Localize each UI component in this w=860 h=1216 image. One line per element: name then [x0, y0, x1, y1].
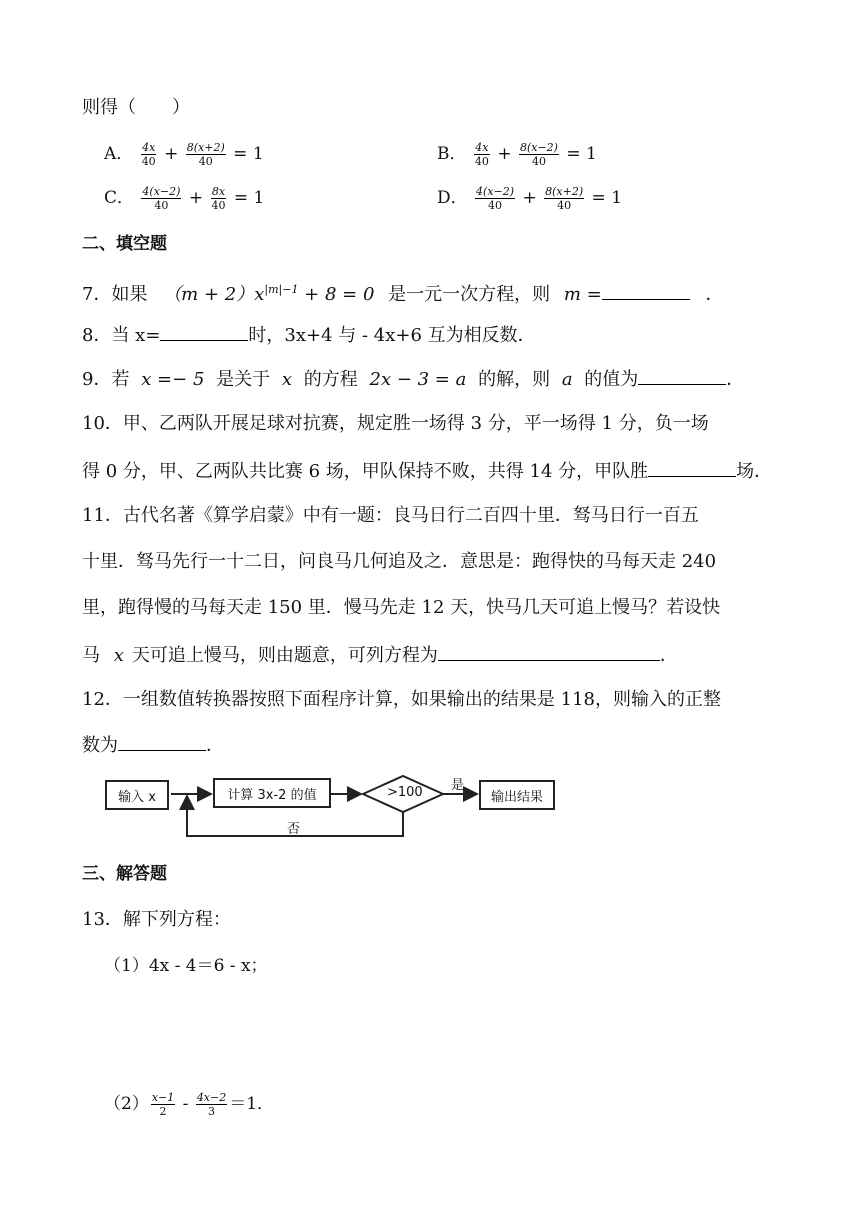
question-11-line-4: 马 x 天可追上慢马，则由题意，可列方程为 ． [82, 640, 678, 670]
question-8: 8．当 x= 时，3x+4 与 - 4x+6 互为相反数． [82, 320, 536, 350]
answer-blank-12[interactable] [118, 730, 206, 751]
answer-blank-11[interactable] [438, 640, 660, 661]
answer-blank-8[interactable] [160, 320, 248, 341]
question-13-part-2: （2） $\frac{x-1}{2}$ - $\frac{4x-2}{3}$ ＝1． [104, 1091, 275, 1118]
answer-blank-7[interactable] [602, 279, 690, 300]
answer-blank-10[interactable] [648, 456, 736, 477]
question-11-line-3: 里，跑得慢的马每天走 150 里．慢马先走 12 天，快马几天可追上慢马？若设快 [82, 597, 721, 618]
option-b: B． $\frac{4x}{40}$ + $\frac{8(x-2)}{40}$ = 1 [437, 141, 597, 168]
option-d: D． $\frac{4(x-2)}{40}$ + $\frac{8(x+2)}{40}$ = 1 [437, 185, 623, 212]
option-a: A． $\frac{4x}{40}$ + $\frac{8(x+2)}{40}$ = 1 [104, 141, 264, 168]
question-12-line-2: 数为 ． [82, 730, 224, 760]
option-c: C． $\frac{4(x-2)}{40}$ + $\frac{8x}{40}$ = 1 [104, 185, 265, 212]
no-label: 否 [287, 822, 301, 837]
question-10-line-2: 得 0 分，甲、乙两队共比赛 6 场，甲队保持不败，共得 14 分，甲队胜 场． [82, 456, 772, 486]
question-9: 9．若 x =− 5 是关于 x 的方程 2x − 3 = a 的解，则 a 的值为 ． [82, 364, 744, 394]
question-10-line-1: 10．甲、乙两队开展足球对抗赛，规定胜一场得 3 分，平一场得 1 分，负一场 [82, 413, 709, 434]
question-11-line-1: 11．古代名著《算学启蒙》中有一题：良马日行二百四十里．驽马日行一百五 [82, 505, 699, 526]
input-box: 输入 x [105, 780, 169, 810]
question-13-part-1: （1）4x - 4＝6 - x； [104, 956, 268, 976]
q6-tail: 则得（ ） [82, 97, 190, 118]
question-7: 7．如果 $(m + 2)x^{|m|-1} + 8 = 0$ 是一元一次方程，则 m = ． [82, 276, 724, 309]
section-title-solve: 三、解答题 [82, 864, 167, 884]
output-box: 输出结果 [479, 780, 555, 810]
question-13-title: 13．解下列方程： [82, 909, 231, 930]
condition-label: >100 [387, 785, 423, 800]
yes-label: 是 [451, 778, 465, 793]
answer-blank-9[interactable] [638, 364, 726, 385]
section-title-fill-blank: 二、填空题 [82, 234, 167, 254]
question-11-line-2: 十里．驽马先行一十二日，问良马几何追及之．意思是：跑得快的马每天走 240 [82, 551, 717, 572]
number-converter-flowchart [105, 770, 565, 842]
compute-box: 计算 3x-2 的值 [213, 778, 331, 808]
question-12-line-1: 12．一组数值转换器按照下面程序计算，如果输出的结果是 118，则输入的正整 [82, 689, 721, 710]
